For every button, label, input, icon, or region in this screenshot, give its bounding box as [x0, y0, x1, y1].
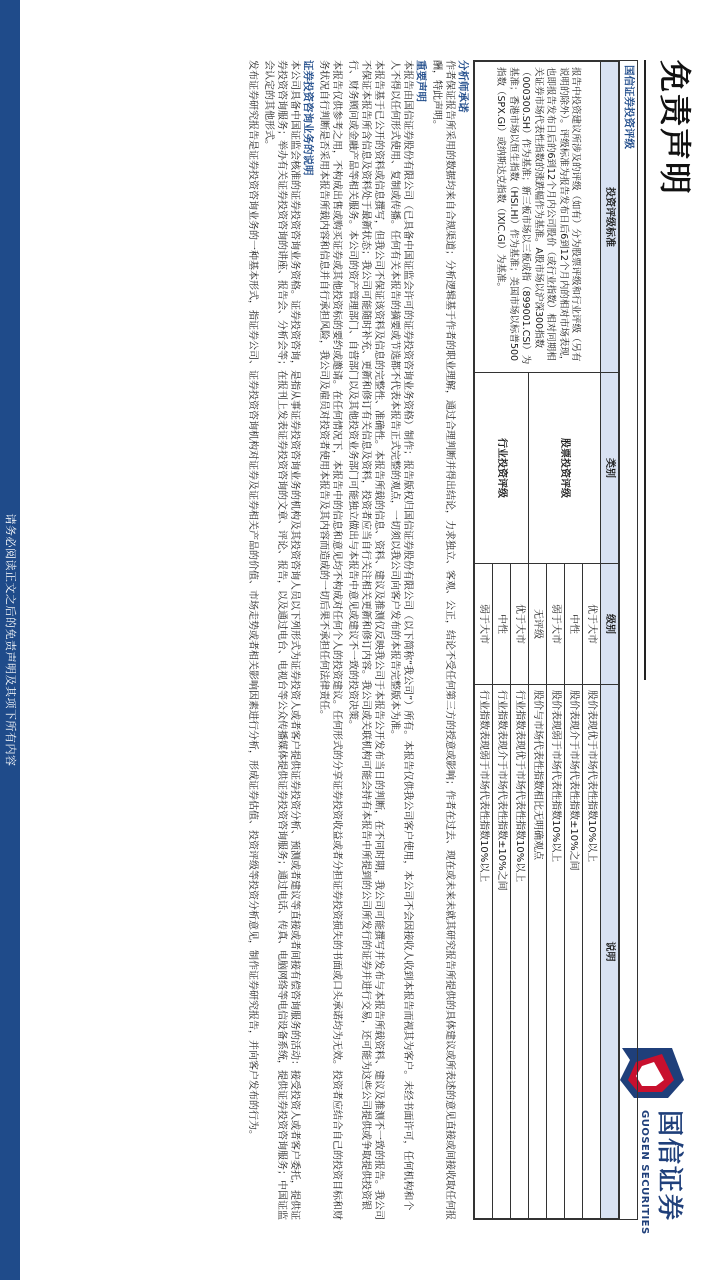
industry-category: 行业投资评级: [475, 373, 529, 564]
footer-notice: 请务必阅读正文之后的免责声明及其项下所有内容: [4, 513, 17, 767]
analyst-commitment-text: 作者保证报告所采用的数据均来自合规渠道；分析逻辑基于作者的职业理解，通过合理判断并得出结论，力求独立、客观、公正，结论不受任何第三方的授意或影响；作者在过去、现在或未来未就其研究报告所提供的具体建议或所表述的意见直接或间接收取任何报酬，特此声明。: [431, 60, 455, 1220]
col-desc: 说明: [601, 685, 619, 1219]
industry-level: 弱于大市: [475, 564, 493, 685]
important-notice-heading: 重要声明: [415, 60, 427, 102]
important-notice-paragraph: 本报告基于已公开的资料或信息撰写，但我公司不保证该资料及信息的完整性、准确性。本报告所载的信息、资料、建议及推测仅反映我公司于本报告公开发布当日的判断，在不同时期，我公司可能撰写并发布与本报告所载资料、建议及推测不一致的报告。我公司不保证本报告所含信息及资料处于最新状态；我公司可能随时补充、更新和修订有关信息及资料，投资者应当自行关注相关更新和修订内容。我公司或关联机构可能会持有本报告中所提到的公司所发行的证券并进行交易，还可能为这些公司提供或争取提供投资银行、财务顾问或金融产品等相关服务。本公司的资产管理部门、自营部门以及其他投资业务部门可能独立做出与本报告中意见或建议不一致的投资决策。: [347, 60, 384, 1220]
stock-level: 弱于大市: [547, 564, 565, 685]
title-underline: [644, 60, 646, 680]
rating-standard-text: 报告中投资建议所涉及的评级（如有）分为股票评级和行业评级（另有说明的除外）。评级标准为报告发布日后6到12个月内的相对市场表现，也即报告发布日后的6到12个月内公司股价（或行业指数）相对同期相关证券市场代表性指数的涨跌幅作为基准。A股市场以沪深300指数（000300.SH）作为基准；新三板市场以三板成指（899001.CSI）为基准；香港市场以恒生指数（HSI.HI）作为基准；美国市场以标普500指数（SPX.GI）或纳斯达克指数（IXIC.GI）为基准。: [475, 62, 601, 373]
stock-level: 无评级: [529, 564, 547, 685]
stock-desc: 股价表现介于市场代表性指数±10%之间: [565, 685, 583, 1219]
industry-level: 中性: [493, 564, 511, 685]
stock-level: 优于大市: [583, 564, 601, 685]
stock-desc: 股价与市场代表性指数相比无明确观点: [529, 685, 547, 1219]
industry-level: 优于大市: [511, 564, 529, 685]
industry-desc: 行业指数表现介于市场代表性指数±10%之间: [493, 685, 511, 1219]
rating-box-title: 国信证券投资评级: [619, 61, 637, 1219]
page-title: 免责声明: [656, 60, 694, 197]
col-level: 级别: [601, 564, 619, 685]
rating-box: [473, 60, 638, 1220]
col-standard: 投资评级标准: [601, 62, 619, 373]
rating-table-header: [601, 62, 619, 1219]
advisory-paragraph: 发布证券研究报告是证券投资咨询业务的一种基本形式，指证券公司、证券投资咨询机构对证券及证券相关产品的价值、市场走势或者相关影响因素进行分析，形成证券估值、投资评级等投资分析意见，制作证券研究报告，并向客户发布的行为。: [247, 60, 258, 1140]
disclaimer-body: [243, 60, 638, 1220]
industry-desc: 行业指数表现弱于市场代表性指数10%以上: [475, 685, 493, 1219]
important-notice-paragraph: 本报告仅供参考之用，不构成出售或购买证券或其他投资标的要约或邀请。在任何情况下，本报告中的信息和意见均不构成对任何个人的投资建议。任何形式的分享证券投资收益或者分担证券投资损失的书面或口头承诺均为无效。投资者应结合自己的投资目标和财务状况自行判断是否采用本报告所载内容和信息并自行承担风险，我公司及雇员对投资者使用本报告及其内容而造成的一切后果不承担任何法律责任。: [318, 60, 342, 1220]
logo-english-name: GUOSEN SECURITIES: [639, 1110, 650, 1235]
logo-chinese-name: 国信证券: [654, 1110, 684, 1223]
industry-desc: 行业指数表现优于市场代表性指数10%以上: [511, 685, 529, 1219]
stock-level: 中性: [565, 564, 583, 685]
table-row: [583, 62, 601, 1219]
col-category: 类别: [601, 373, 619, 564]
rating-table: [474, 61, 619, 1219]
stock-category: 股票投资评级: [529, 373, 601, 564]
important-notice-paragraph: 本报告由国信证券股份有限公司（已具备中国证监会许可的证券投资咨询业务资格）制作；报告版权归国信证券股份有限公司（以下简称“我公司”）所有。本报告仅供我公司客户使用，本公司不会因接收人收到本报告而视其为客户。未经书面许可，任何机构和个人不得以任何形式使用、复制或传播。任何有关本报告的摘要或节选都不代表本报告正式完整的观点，一切须以我公司向客户发布的本报告完整版本为准。: [389, 60, 413, 1211]
stock-desc: 股价表现优于市场代表性指数10%以上: [583, 685, 601, 1219]
stock-desc: 股价表现弱于市场代表性指数10%以上: [547, 685, 565, 1219]
advisory-heading: 证券投资咨询业务的说明: [302, 60, 314, 176]
advisory-paragraph: 本公司具备中国证监会核准的证券投资咨询业务资格。证券投资咨询，是指从事证券投资咨询业务的机构及其投资咨询人员以下列形式为证券投资人或者客户提供证券投资分析、预测或者建议等直接或者间接有偿咨询服务的活动：接受投资人或者客户委托，提供证券投资咨询服务；举办有关证券投资咨询的讲座、报告会、分析会等；在报刊上发表证券投资咨询的文章、评论、报告，以及通过电台、电视台等公众传播媒体提供证券投资咨询服务；通过电话、传真、电脑网络等电信设备系统，提供证券投资咨询服务；中国证监会认定的其他形式。: [263, 60, 300, 1220]
analyst-commitment-heading: 分析师承诺: [457, 60, 469, 113]
